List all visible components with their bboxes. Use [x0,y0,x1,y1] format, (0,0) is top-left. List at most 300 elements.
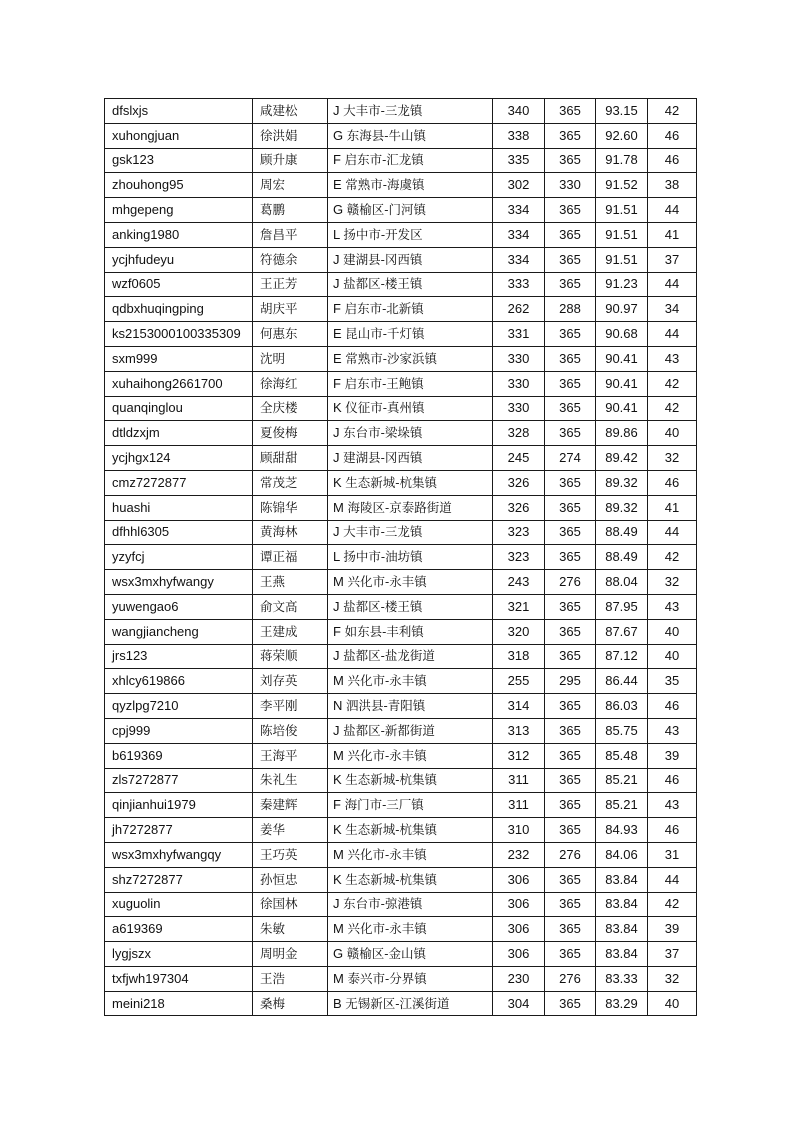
total-days-cell: 365 [545,694,596,719]
days-cell: 338 [493,123,545,148]
username-cell: shz7272877 [105,867,253,892]
region-cell [328,644,493,669]
days-cell: 306 [493,867,545,892]
username-cell: dfslxjs [105,99,253,124]
table-row [105,421,697,446]
region-name: 扬中市-开发区 [343,226,423,242]
region-cell [328,421,493,446]
total-days-cell: 365 [545,222,596,247]
total-days-cell: 365 [545,793,596,818]
group-letter: G [333,202,344,218]
rate-cell: 84.93 [596,818,648,843]
total-days-cell: 365 [545,818,596,843]
region-name: 海门市-三厂镇 [344,797,424,813]
rate-cell: 91.51 [596,198,648,223]
total-days-cell: 365 [545,644,596,669]
region-name: 建湖县-冈西镇 [343,251,423,267]
score-cell: 44 [648,322,697,347]
total-days-cell: 274 [545,446,596,471]
rate-cell: 91.23 [596,272,648,297]
table-row [105,768,697,793]
person-name-cell: 朱礼生 [253,768,328,793]
rate-cell: 90.41 [596,396,648,421]
table-row [105,793,697,818]
region-name: 盐都区-新都街道 [343,722,435,738]
region-name: 兴化市-永丰镇 [347,747,427,763]
days-cell: 304 [493,991,545,1016]
group-letter: E [333,177,342,193]
table-row [105,322,697,347]
table-row [105,371,697,396]
table-row [105,148,697,173]
group-letter: M [333,921,344,937]
rate-cell: 90.97 [596,297,648,322]
table-row [105,520,697,545]
region-cell [328,570,493,595]
days-cell: 306 [493,892,545,917]
person-name-cell: 詹昌平 [253,222,328,247]
group-letter: F [333,797,341,813]
region-name: 东台市-弶港镇 [343,896,423,912]
username-cell: gsk123 [105,148,253,173]
table-row [105,247,697,272]
region-name: 如东县-丰利镇 [344,623,424,639]
rate-cell: 85.21 [596,768,648,793]
table-body [105,99,697,1016]
rate-cell: 90.68 [596,322,648,347]
username-cell: ycjhgx124 [105,446,253,471]
score-cell: 31 [648,842,697,867]
days-cell: 334 [493,222,545,247]
total-days-cell: 365 [545,123,596,148]
group-letter: F [333,623,341,639]
region-name: 仪征市-真州镇 [345,400,425,416]
username-cell: qdbxhuqingping [105,297,253,322]
rate-cell: 91.52 [596,173,648,198]
username-cell: qyzlpg7210 [105,694,253,719]
username-cell: huashi [105,495,253,520]
total-days-cell: 365 [545,942,596,967]
total-days-cell: 365 [545,198,596,223]
person-name-cell: 沈明 [253,346,328,371]
days-cell: 314 [493,694,545,719]
score-cell: 42 [648,371,697,396]
region-cell [328,619,493,644]
username-cell: quanqinglou [105,396,253,421]
days-cell: 313 [493,718,545,743]
table-row [105,297,697,322]
region-cell [328,470,493,495]
group-letter: J [333,648,340,664]
score-cell: 39 [648,917,697,942]
rate-cell: 90.41 [596,371,648,396]
table-row [105,173,697,198]
person-name-cell: 咸建松 [253,99,328,124]
region-name: 赣榆区-门河镇 [346,202,426,218]
score-cell: 34 [648,297,697,322]
person-name-cell: 周宏 [253,173,328,198]
score-cell: 41 [648,222,697,247]
score-cell: 43 [648,346,697,371]
rate-cell: 89.42 [596,446,648,471]
table-row [105,123,697,148]
person-name-cell: 全庆楼 [253,396,328,421]
score-cell: 46 [648,470,697,495]
rate-cell: 83.33 [596,966,648,991]
group-letter: M [333,673,344,689]
region-name: 常熟市-沙家浜镇 [345,350,438,366]
rate-cell: 86.03 [596,694,648,719]
rate-cell: 91.51 [596,222,648,247]
region-cell [328,297,493,322]
region-name: 兴化市-永丰镇 [347,574,427,590]
group-letter: G [333,127,344,143]
rate-cell: 84.06 [596,842,648,867]
person-name-cell: 王建成 [253,619,328,644]
rate-cell: 87.12 [596,644,648,669]
score-cell: 42 [648,545,697,570]
table-row [105,892,697,917]
group-letter: J [333,722,340,738]
person-name-cell: 黄海林 [253,520,328,545]
person-name-cell: 徐海红 [253,371,328,396]
region-cell [328,917,493,942]
region-cell [328,173,493,198]
group-letter: J [333,251,340,267]
table-row [105,99,697,124]
person-name-cell: 蒋荣顺 [253,644,328,669]
table-row [105,743,697,768]
region-cell [328,247,493,272]
total-days-cell: 365 [545,346,596,371]
table-row [105,718,697,743]
score-cell: 40 [648,619,697,644]
person-name-cell: 王海平 [253,743,328,768]
table-row [105,545,697,570]
total-days-cell: 365 [545,768,596,793]
score-cell: 39 [648,743,697,768]
person-name-cell: 胡庆平 [253,297,328,322]
region-cell [328,942,493,967]
total-days-cell: 365 [545,917,596,942]
username-cell: cmz7272877 [105,470,253,495]
username-cell: xuhaihong2661700 [105,371,253,396]
region-name: 东台市-梁垛镇 [343,425,423,441]
rate-cell: 85.21 [596,793,648,818]
score-cell: 37 [648,247,697,272]
group-letter: M [333,499,344,515]
rate-cell: 85.75 [596,718,648,743]
group-letter: E [333,350,342,366]
days-cell: 312 [493,743,545,768]
username-cell: yzyfcj [105,545,253,570]
region-name: 生态新城-杭集镇 [345,871,438,887]
region-cell [328,718,493,743]
region-name: 盐都区-楼王镇 [343,276,423,292]
rate-cell: 87.67 [596,619,648,644]
total-days-cell: 276 [545,842,596,867]
table-row [105,942,697,967]
person-name-cell: 符德余 [253,247,328,272]
score-cell: 32 [648,570,697,595]
person-name-cell: 常茂芝 [253,470,328,495]
region-cell [328,545,493,570]
username-cell: ks2153000100335309 [105,322,253,347]
score-cell: 46 [648,148,697,173]
username-cell: mhgepeng [105,198,253,223]
username-cell: xuhongjuan [105,123,253,148]
region-name: 兴化市-永丰镇 [347,921,427,937]
region-cell [328,346,493,371]
region-name: 生态新城-杭集镇 [345,474,438,490]
days-cell: 323 [493,520,545,545]
person-name-cell: 刘存英 [253,669,328,694]
person-name-cell: 葛鹏 [253,198,328,223]
days-cell: 331 [493,322,545,347]
days-cell: 328 [493,421,545,446]
region-cell [328,793,493,818]
score-cell: 40 [648,421,697,446]
rate-cell: 83.84 [596,917,648,942]
total-days-cell: 365 [545,892,596,917]
score-cell: 35 [648,669,697,694]
rate-cell: 91.51 [596,247,648,272]
days-cell: 230 [493,966,545,991]
total-days-cell: 288 [545,297,596,322]
region-cell [328,842,493,867]
group-letter: J [333,524,340,540]
days-cell: 311 [493,793,545,818]
region-name: 生态新城-杭集镇 [345,822,438,837]
region-cell [328,966,493,991]
group-letter: B [333,995,342,1011]
table-row [105,198,697,223]
table-row [105,694,697,719]
score-cell: 46 [648,768,697,793]
total-days-cell: 330 [545,173,596,198]
username-cell: jh7272877 [105,818,253,843]
total-days-cell: 365 [545,322,596,347]
days-cell: 243 [493,570,545,595]
region-name: 启东市-北新镇 [344,301,424,317]
total-days-cell: 365 [545,867,596,892]
score-cell: 38 [648,173,697,198]
username-cell: anking1980 [105,222,253,247]
region-name: 盐都区-盐龙街道 [343,648,435,664]
days-cell: 330 [493,346,545,371]
rate-cell: 83.84 [596,942,648,967]
username-cell: txfjwh197304 [105,966,253,991]
days-cell: 326 [493,470,545,495]
table-row [105,222,697,247]
score-cell: 42 [648,99,697,124]
person-name-cell: 桑梅 [253,991,328,1016]
table-row [105,396,697,421]
group-letter: L [333,549,340,565]
region-cell [328,123,493,148]
person-name-cell: 王巧英 [253,842,328,867]
table-row [105,619,697,644]
days-cell: 340 [493,99,545,124]
region-name: 泗洪县-青阳镇 [346,698,426,714]
person-name-cell: 顾甜甜 [253,446,328,471]
rate-cell: 85.48 [596,743,648,768]
days-cell: 232 [493,842,545,867]
person-name-cell: 夏俊梅 [253,421,328,446]
table-row [105,594,697,619]
total-days-cell: 365 [545,272,596,297]
total-days-cell: 365 [545,520,596,545]
region-cell [328,322,493,347]
total-days-cell: 365 [545,247,596,272]
person-name-cell: 周明金 [253,942,328,967]
username-cell: qinjianhui1979 [105,793,253,818]
days-cell: 333 [493,272,545,297]
score-cell: 40 [648,991,697,1016]
table-row [105,966,697,991]
group-letter: G [333,945,344,961]
region-name: 常熟市-海虞镇 [345,177,425,193]
group-letter: M [333,574,344,590]
group-letter: J [333,425,340,441]
days-cell: 311 [493,768,545,793]
region-name: 大丰市-三龙镇 [343,102,423,118]
table-row [105,470,697,495]
region-name: 东海县-牛山镇 [346,127,426,143]
person-name-cell: 姜华 [253,818,328,843]
days-cell: 310 [493,818,545,843]
score-cell: 44 [648,867,697,892]
rate-cell: 88.49 [596,545,648,570]
rate-cell: 83.84 [596,892,648,917]
total-days-cell: 365 [545,371,596,396]
score-cell: 44 [648,198,697,223]
days-cell: 326 [493,495,545,520]
total-days-cell: 365 [545,718,596,743]
days-cell: 320 [493,619,545,644]
person-name-cell: 徐国林 [253,892,328,917]
group-letter: N [333,698,343,714]
region-name: 盐都区-楼王镇 [343,598,423,614]
person-name-cell: 俞文高 [253,594,328,619]
score-cell: 37 [648,942,697,967]
total-days-cell: 365 [545,743,596,768]
attendance-table [104,98,697,1016]
region-cell [328,99,493,124]
group-letter: K [333,871,342,887]
person-name-cell: 陈培俊 [253,718,328,743]
table-row [105,818,697,843]
region-cell [328,818,493,843]
region-cell [328,148,493,173]
total-days-cell: 365 [545,991,596,1016]
region-cell [328,446,493,471]
days-cell: 335 [493,148,545,173]
rate-cell: 86.44 [596,669,648,694]
region-cell [328,396,493,421]
region-name: 无锡新区-江溪街道 [345,995,450,1011]
table-row [105,917,697,942]
table-row [105,446,697,471]
total-days-cell: 365 [545,594,596,619]
person-name-cell: 朱敏 [253,917,328,942]
region-cell [328,669,493,694]
region-name: 启东市-王鲍镇 [344,375,424,391]
person-name-cell: 徐洪娟 [253,123,328,148]
region-cell [328,272,493,297]
total-days-cell: 295 [545,669,596,694]
username-cell: lygjszx [105,942,253,967]
total-days-cell: 365 [545,619,596,644]
person-name-cell: 陈锦华 [253,495,328,520]
username-cell: zls7272877 [105,768,253,793]
rate-cell: 89.86 [596,421,648,446]
rate-cell: 83.29 [596,991,648,1016]
region-cell [328,743,493,768]
username-cell: yuwengao6 [105,594,253,619]
score-cell: 46 [648,818,697,843]
score-cell: 44 [648,272,697,297]
region-cell [328,991,493,1016]
total-days-cell: 365 [545,396,596,421]
rate-cell: 93.15 [596,99,648,124]
username-cell: wsx3mxhyfwangqy [105,842,253,867]
region-cell [328,222,493,247]
table-row [105,991,697,1016]
group-letter: K [333,474,342,490]
username-cell: ycjhfudeyu [105,247,253,272]
days-cell: 306 [493,942,545,967]
region-name: 扬中市-油坊镇 [343,549,423,565]
region-cell [328,892,493,917]
score-cell: 43 [648,793,697,818]
days-cell: 330 [493,396,545,421]
days-cell: 334 [493,198,545,223]
region-name: 启东市-汇龙镇 [344,152,424,168]
group-letter: J [333,276,340,292]
username-cell: xhlcy619866 [105,669,253,694]
region-cell [328,198,493,223]
total-days-cell: 365 [545,421,596,446]
group-letter: K [333,772,342,788]
region-cell [328,520,493,545]
region-cell [328,694,493,719]
table-row [105,346,697,371]
days-cell: 302 [493,173,545,198]
days-cell: 262 [493,297,545,322]
table-row [105,570,697,595]
table-row [105,867,697,892]
rate-cell: 88.49 [596,520,648,545]
rate-cell: 83.84 [596,867,648,892]
days-cell: 321 [493,594,545,619]
score-cell: 46 [648,123,697,148]
group-letter: F [333,375,341,391]
group-letter: M [333,846,344,862]
group-letter: K [333,400,342,416]
region-name: 生态新城-杭集镇 [345,772,438,788]
person-name-cell: 王浩 [253,966,328,991]
days-cell: 330 [493,371,545,396]
rate-cell: 92.60 [596,123,648,148]
region-name: 大丰市-三龙镇 [343,524,423,540]
days-cell: 323 [493,545,545,570]
region-name: 泰兴市-分界镇 [347,970,427,986]
days-cell: 306 [493,917,545,942]
region-name: 海陵区-京泰路街道 [347,499,452,515]
total-days-cell: 365 [545,470,596,495]
rate-cell: 91.78 [596,148,648,173]
